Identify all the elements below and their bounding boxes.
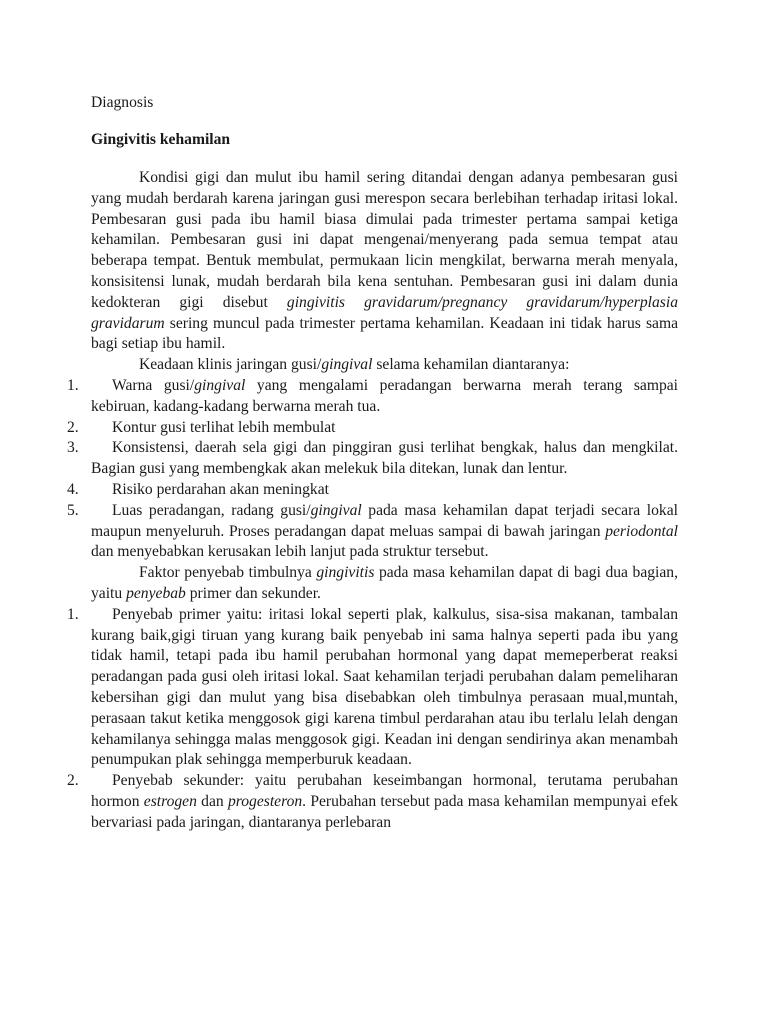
text-run: pada masa kehamilan dapat di bagi dua bagian, yaitu — [91, 564, 678, 602]
text-run: sering muncul pada trimester pertama kehamilan. Keadaan ini tidak harus sama bagi setiap ibu hamil. — [91, 314, 678, 353]
list-item — [67, 376, 678, 418]
italic-term: periodontal — [605, 522, 678, 540]
text-run: Penyebab sekunder: yaitu perubahan keseimbangan hormonal, terutama perubahan hormon — [91, 772, 678, 810]
text-run: Risiko perdarahan akan meningkat — [112, 480, 329, 498]
list-number: 3. — [67, 439, 79, 457]
italic-term: progesteron — [227, 792, 303, 810]
text-run: dan — [196, 792, 228, 810]
list-item — [67, 480, 678, 501]
clinical-list — [67, 376, 678, 563]
list-number: 1. — [67, 605, 79, 623]
list-item — [67, 501, 678, 563]
italic-term: gingival — [310, 501, 362, 519]
text-run: Keadaan klinis jaringan gusi/ — [139, 356, 322, 374]
text-run: yang mengalami peradangan berwarna merah terang sampai kebiruan, kadang-kadang berwarna merah tua. — [91, 376, 678, 415]
italic-term: gingival — [321, 356, 373, 374]
text-run: Konsistensi, daerah sela gigi dan pinggiran gusi terlihat bengkak, halus dan mengkilat. Bagian gusi yang membengkak akan melekuk bila ditekan, lunak dan lentur. — [91, 439, 678, 478]
text-run: Faktor penyebab timbulnya — [139, 564, 317, 582]
italic-term: gingival — [194, 376, 246, 394]
italic-term: gingivitis — [316, 564, 375, 582]
list-item — [67, 438, 678, 480]
section-title: Gingivitis kehamilan — [91, 131, 231, 148]
text-run: Warna gusi/ — [112, 376, 195, 394]
list-item — [67, 605, 678, 771]
text-run: Luas peradangan, radang gusi/ — [112, 501, 311, 519]
text-run: Penyebab primer yaitu: iritasi lokal seperti plak, kalkulus, sisa-sisa makanan, tambalan kurang baik,gigi tiruan yang kurang baik penyebab ini sama halnya seperti pada ibu yang tidak hamil, tetapi pada ibu hamil perubahan hormonal yang dapat memeperberat reaksi peradangan pada gusi oleh iritasi lokal. Saat kehamilan terjadi perubahan dalam pemeliharan kebersihan gigi dan mulut yang bisa disebabkan oleh timbulnya perasaan mual,muntah, perasaan takut ketika menggosok gigi karena timbul perdarahan atau ibu terlalu lelah dengan kehamilanya sehingga malas menggosok gigi. Keadan ini dengan sendirinya akan menambah penumpukan plak sehingga memperburuk keadaan. — [91, 605, 678, 769]
text-run: Kondisi gigi dan mulut ibu hamil sering ditandai dengan adanya pembesaran gusi yang mudah berdarah karena jaringan gusi merespon secara berlebihan terhadap iritasi lokal. Pembesaran gusi pada ibu hamil biasa dimulai pada trimester pertama sampai ketiga kehamilan. Pembesaran gusi ini dapat mengenai/menyerang pada semua tempat atau beberapa tempat. Bentuk membulat, permukaan licin mengkilat, berwarna merah menyala, konsisitensi lunak, mudah berdarah bila kena sentuhan. Pembesaran gusi ini dalam dunia kedokteran gigi disebut — [91, 169, 678, 311]
paragraph-factors — [91, 563, 678, 605]
text-run: selama kehamilan diantaranya: — [372, 356, 570, 374]
list-number: 2. — [67, 418, 79, 436]
document-heading: Diagnosis — [91, 94, 154, 111]
list-item — [67, 771, 678, 833]
text-run: dan menyebabkan kerusakan lebih lanjut pada struktur tersebut. — [91, 543, 489, 561]
italic-term: estrogen — [143, 792, 197, 810]
list-number: 1. — [67, 376, 79, 394]
paragraph-clinical — [91, 355, 678, 376]
paragraph-intro — [91, 168, 678, 355]
list-item — [67, 418, 678, 439]
list-number: 2. — [67, 772, 79, 790]
italic-term: gingivitis gravidarum/pregnancy gravidarum/hyperplasia gravidarum — [91, 293, 678, 332]
text-run: Kontur gusi terlihat lebih membulat — [112, 418, 336, 436]
list-number: 4. — [67, 480, 79, 498]
text-run: . Perubahan tersebut pada masa kehamilan mempunyai efek bervariasi pada jaringan, diantaranya perlebaran — [91, 792, 678, 831]
factors-list — [67, 605, 678, 834]
italic-term: penyebab — [126, 584, 186, 602]
text-run: pada masa kehamilan dapat terjadi secara lokal maupun menyeluruh. Proses peradangan dapat meluas sampai di bawah jaringan — [91, 501, 678, 540]
text-run: primer dan sekunder. — [185, 584, 321, 602]
list-number: 5. — [67, 501, 79, 519]
document-body — [67, 168, 678, 834]
